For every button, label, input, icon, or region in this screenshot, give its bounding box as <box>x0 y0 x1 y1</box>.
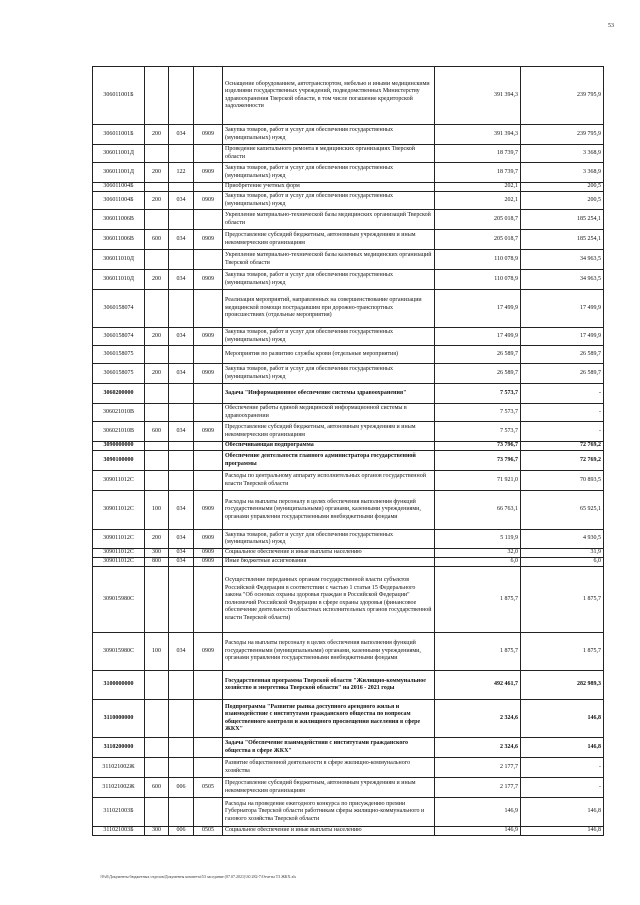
cell-code: 306011006В <box>93 210 145 230</box>
cell-rz <box>194 700 223 738</box>
cell-ved: 006 <box>169 778 194 798</box>
cell-code: 309015980С <box>93 633 145 671</box>
cell-rz <box>194 738 223 758</box>
cell-ved <box>169 67 194 125</box>
cell-value-2: 3 368,9 <box>521 163 604 183</box>
cell-value-1: 7 573,7 <box>435 404 521 422</box>
cell-value-2: 200,5 <box>521 183 604 192</box>
table-row <box>93 210 604 230</box>
cell-name: Расходы на выплаты персоналу в целях обеспечения выполнения функций государственными (муниципальными) органами, казенными учреждениями, органами управления государственными внебюджетными фондами <box>223 633 435 671</box>
cell-value-2: 70 893,5 <box>521 471 604 491</box>
cell-value-2: 17 499,9 <box>521 290 604 328</box>
cell-rz <box>194 290 223 328</box>
cell-code: 3100000000 <box>93 671 145 700</box>
cell-ved <box>169 404 194 422</box>
cell-vr <box>145 798 169 827</box>
cell-code: 3090100000 <box>93 451 145 471</box>
cell-ved <box>169 451 194 471</box>
cell-vr <box>145 442 169 451</box>
cell-code: 3060158075 <box>93 346 145 364</box>
cell-code: 306021010В <box>93 422 145 442</box>
cell-value-1: 73 796,7 <box>435 442 521 451</box>
table-row <box>93 290 604 328</box>
cell-name: Обеспечение работы единой медицинской информационной системы в здравоохранении <box>223 404 435 422</box>
cell-vr <box>145 451 169 471</box>
cell-value-1: 2 177,7 <box>435 758 521 778</box>
table-row <box>93 471 604 491</box>
cell-rz: 0909 <box>194 163 223 183</box>
table-row <box>93 442 604 451</box>
cell-name: Государственная программа Тверской области "Жилищно-коммунальное хозяйство и энергетика Тверской области" на 2016 - 2021 годы <box>223 671 435 700</box>
cell-vr <box>145 183 169 192</box>
cell-name: Предоставление субсидий бюджетным, автономным учреждениям и иным некоммерческим организациям <box>223 422 435 442</box>
cell-value-1: 26 589,7 <box>435 364 521 384</box>
cell-ved <box>169 738 194 758</box>
table-row <box>93 404 604 422</box>
cell-value-1: 6,0 <box>435 558 521 567</box>
table-row <box>93 163 604 183</box>
cell-ved <box>169 798 194 827</box>
cell-vr: 200 <box>145 328 169 346</box>
cell-code: 309011012С <box>93 549 145 558</box>
cell-value-1: 18 739,7 <box>435 163 521 183</box>
cell-value-2: 26 589,7 <box>521 346 604 364</box>
cell-rz <box>194 67 223 125</box>
cell-vr: 200 <box>145 270 169 290</box>
table-row <box>93 192 604 210</box>
table-row <box>93 328 604 346</box>
cell-value-2: 6,0 <box>521 558 604 567</box>
table-row <box>93 549 604 558</box>
table-row <box>93 230 604 250</box>
cell-value-2: 34 963,5 <box>521 270 604 290</box>
table-row <box>93 250 604 270</box>
table-row <box>93 270 604 290</box>
cell-name: Закупка товаров, работ и услуг для обеспечения государственных (муниципальных) нужд <box>223 530 435 549</box>
cell-vr: 200 <box>145 163 169 183</box>
cell-vr: 600 <box>145 422 169 442</box>
cell-rz: 0505 <box>194 778 223 798</box>
cell-value-2: 17 499,9 <box>521 328 604 346</box>
cell-name: Укрепление материально-технической базы казенных медицинских организаций Тверской области <box>223 250 435 270</box>
cell-value-2: 146,8 <box>521 738 604 758</box>
cell-rz <box>194 210 223 230</box>
cell-value-2: - <box>521 404 604 422</box>
cell-rz <box>194 798 223 827</box>
cell-vr <box>145 210 169 230</box>
cell-value-2: 72 769,2 <box>521 451 604 471</box>
cell-name: Расходы на проведение ежегодного конкурса по присуждению премии Губернатора Тверской области работникам сферы жилищно-коммунального и газового хозяйства Тверской области <box>223 798 435 827</box>
cell-code: 309011012С <box>93 491 145 530</box>
cell-value-2: 4 930,5 <box>521 530 604 549</box>
table-row <box>93 422 604 442</box>
cell-rz <box>194 758 223 778</box>
cell-value-1: 202,1 <box>435 183 521 192</box>
table-row <box>93 451 604 471</box>
cell-vr: 200 <box>145 192 169 210</box>
cell-vr <box>145 567 169 633</box>
cell-vr: 600 <box>145 778 169 798</box>
cell-vr: 300 <box>145 549 169 558</box>
cell-value-2: 239 795,9 <box>521 125 604 145</box>
cell-name: Расходы на выплаты персоналу в целях обеспечения выполнения функций государственными (муниципальными) органами, казенными учреждениями, органами управления государственными внебюджетными фондами <box>223 491 435 530</box>
cell-value-2: - <box>521 384 604 404</box>
table-row <box>93 567 604 633</box>
cell-ved <box>169 758 194 778</box>
cell-vr: 300 <box>145 827 169 836</box>
table-row <box>93 530 604 549</box>
table-row <box>93 633 604 671</box>
cell-value-1: 205 018,7 <box>435 230 521 250</box>
cell-value-1: 391 394,3 <box>435 67 521 125</box>
cell-ved: 034 <box>169 549 194 558</box>
cell-code: 311021003Б <box>93 827 145 836</box>
cell-value-2: - <box>521 758 604 778</box>
cell-code: 3090000000 <box>93 442 145 451</box>
cell-code: 309015980С <box>93 567 145 633</box>
cell-rz: 0909 <box>194 328 223 346</box>
cell-value-1: 2 324,6 <box>435 738 521 758</box>
cell-rz <box>194 404 223 422</box>
cell-value-1: 110 078,9 <box>435 250 521 270</box>
cell-value-2: 146,8 <box>521 827 604 836</box>
cell-code: 311021002Ж <box>93 778 145 798</box>
cell-ved <box>169 471 194 491</box>
footer-file-path: \\Fs0\Документы бюджетных отделов\Документы комитета\53 заседание (07.07.2021)\30 282-7\Отчеты Т3 ЖКХ.xls <box>100 874 297 879</box>
cell-name: Обеспечивающая подпрограмма <box>223 442 435 451</box>
cell-vr <box>145 346 169 364</box>
cell-value-1: 146,9 <box>435 798 521 827</box>
cell-value-2: 31,9 <box>521 549 604 558</box>
cell-value-1: 18 739,7 <box>435 145 521 163</box>
cell-name: Задача "Обеспечение взаимодействия с институтами гражданского общества в сфере ЖКХ" <box>223 738 435 758</box>
table-row <box>93 67 604 125</box>
cell-ved: 034 <box>169 422 194 442</box>
cell-code: 306011010Д <box>93 250 145 270</box>
cell-vr <box>145 758 169 778</box>
table-row <box>93 700 604 738</box>
cell-vr: 600 <box>145 230 169 250</box>
cell-ved: 034 <box>169 230 194 250</box>
cell-rz: 0909 <box>194 125 223 145</box>
cell-vr <box>145 700 169 738</box>
cell-ved <box>169 671 194 700</box>
cell-rz <box>194 145 223 163</box>
table-row <box>93 798 604 827</box>
cell-name: Закупка товаров, работ и услуг для обеспечения государственных (муниципальных) нужд <box>223 364 435 384</box>
cell-value-1: 1 875,7 <box>435 567 521 633</box>
cell-rz: 0505 <box>194 827 223 836</box>
cell-rz: 0909 <box>194 530 223 549</box>
cell-ved: 034 <box>169 270 194 290</box>
cell-ved: 122 <box>169 163 194 183</box>
cell-rz <box>194 471 223 491</box>
cell-code: 306011001Б <box>93 125 145 145</box>
cell-value-2: 34 963,5 <box>521 250 604 270</box>
cell-value-1: 146,9 <box>435 827 521 836</box>
cell-rz: 0909 <box>194 364 223 384</box>
cell-value-2: 185 254,1 <box>521 210 604 230</box>
table-row <box>93 558 604 567</box>
cell-vr <box>145 738 169 758</box>
cell-value-2: - <box>521 422 604 442</box>
table-row <box>93 671 604 700</box>
cell-value-2: 200,5 <box>521 192 604 210</box>
cell-code: 306011006В <box>93 230 145 250</box>
cell-value-2: 146,8 <box>521 700 604 738</box>
cell-ved <box>169 567 194 633</box>
cell-name: Расходы по центральному аппарату исполнительных органов государственной власти Тверской области <box>223 471 435 491</box>
cell-ved: 034 <box>169 192 194 210</box>
budget-table <box>92 66 604 836</box>
cell-code: 309011012С <box>93 530 145 549</box>
cell-rz <box>194 384 223 404</box>
cell-value-2: 3 368,9 <box>521 145 604 163</box>
table-row <box>93 145 604 163</box>
cell-vr <box>145 384 169 404</box>
cell-rz: 0909 <box>194 633 223 671</box>
cell-ved: 034 <box>169 633 194 671</box>
cell-code: 306011004Б <box>93 192 145 210</box>
cell-vr: 200 <box>145 125 169 145</box>
cell-code: 3110200000 <box>93 738 145 758</box>
cell-value-2: 239 795,9 <box>521 67 604 125</box>
cell-vr <box>145 404 169 422</box>
cell-name: Закупка товаров, работ и услуг для обеспечения государственных (муниципальных) нужд <box>223 125 435 145</box>
cell-value-1: 492 461,7 <box>435 671 521 700</box>
cell-name: Укрепление материально-технической базы медицинских организаций Тверской области <box>223 210 435 230</box>
cell-code: 306011001Д <box>93 145 145 163</box>
cell-ved <box>169 384 194 404</box>
cell-name: Развитие общественной деятельности в сфере жилищно-коммунального хозяйства <box>223 758 435 778</box>
cell-name: Оснащение оборудованием, автотранспортом, мебелью и иными медицинскими изделиями государственных учреждений, подведомственных Министерству здравоохранения Тверской области, в том числе погашение кредиторской задолженности <box>223 67 435 125</box>
cell-code: 3060200000 <box>93 384 145 404</box>
table-row <box>93 125 604 145</box>
cell-vr <box>145 471 169 491</box>
cell-vr <box>145 250 169 270</box>
cell-ved <box>169 250 194 270</box>
cell-vr: 200 <box>145 364 169 384</box>
cell-code: 306011004Б <box>93 183 145 192</box>
cell-name: Осуществление переданных органам государственной власти субъектов Российской Федерации в соответствии с частью 1 статьи 15 Федерального закона "Об основах охраны здоровья граждан в Российской Федерации" полномочий Российской Федерации в сфере охраны здоровья (финансовое обеспечение деятельности областных исполнительных органов государственной власти Тверской области) <box>223 567 435 633</box>
cell-value-1: 2 177,7 <box>435 778 521 798</box>
cell-name: Закупка товаров, работ и услуг для обеспечения государственных (муниципальных) нужд <box>223 270 435 290</box>
cell-value-2: 185 254,1 <box>521 230 604 250</box>
cell-value-1: 7 573,7 <box>435 422 521 442</box>
cell-code: 311021003Б <box>93 798 145 827</box>
cell-ved: 034 <box>169 558 194 567</box>
cell-value-1: 391 394,3 <box>435 125 521 145</box>
cell-rz: 0909 <box>194 270 223 290</box>
table-row <box>93 364 604 384</box>
table-row <box>93 758 604 778</box>
cell-rz: 0909 <box>194 549 223 558</box>
cell-vr: 100 <box>145 491 169 530</box>
cell-ved <box>169 442 194 451</box>
cell-code: 3110000000 <box>93 700 145 738</box>
cell-ved: 034 <box>169 491 194 530</box>
cell-value-1: 7 573,7 <box>435 384 521 404</box>
cell-value-1: 110 078,9 <box>435 270 521 290</box>
cell-code: 306011010Д <box>93 270 145 290</box>
cell-name: Проведение капитального ремонта в медицинских организациях Тверской области <box>223 145 435 163</box>
cell-rz <box>194 346 223 364</box>
cell-vr: 200 <box>145 530 169 549</box>
cell-code: 3060158075 <box>93 364 145 384</box>
cell-code: 3060158074 <box>93 290 145 328</box>
cell-name: Задача "Информационное обеспечение системы здравоохранения" <box>223 384 435 404</box>
cell-name: Приобретение учетных форм <box>223 183 435 192</box>
cell-rz: 0909 <box>194 422 223 442</box>
cell-ved <box>169 210 194 230</box>
cell-code: 306011001Д <box>93 163 145 183</box>
table-row <box>93 491 604 530</box>
cell-vr: 100 <box>145 633 169 671</box>
table-row <box>93 738 604 758</box>
cell-name: Социальное обеспечение и иные выплаты населению <box>223 827 435 836</box>
cell-ved: 034 <box>169 125 194 145</box>
cell-vr <box>145 145 169 163</box>
cell-name: Реализация мероприятий, направленных на совершенствование организации медицинской помощи пострадавшим при дорожно-транспортных происшествиях (отдельные мероприятия) <box>223 290 435 328</box>
cell-name: Мероприятия по развитию службы крови (отдельные мероприятия) <box>223 346 435 364</box>
cell-value-1: 205 018,7 <box>435 210 521 230</box>
cell-value-1: 71 921,0 <box>435 471 521 491</box>
cell-ved: 034 <box>169 328 194 346</box>
cell-name: Обеспечение деятельности главного администратора государственной программы <box>223 451 435 471</box>
table-row <box>93 827 604 836</box>
cell-rz: 0909 <box>194 558 223 567</box>
table-row <box>93 346 604 364</box>
cell-name: Социальное обеспечение и иные выплаты населению <box>223 549 435 558</box>
cell-rz: 0909 <box>194 491 223 530</box>
budget-table-body <box>93 67 604 836</box>
cell-rz: 0909 <box>194 230 223 250</box>
cell-code: 309011012С <box>93 558 145 567</box>
cell-rz <box>194 183 223 192</box>
cell-ved <box>169 700 194 738</box>
cell-value-1: 66 763,1 <box>435 491 521 530</box>
cell-value-1: 17 499,9 <box>435 328 521 346</box>
cell-name: Предоставление субсидий бюджетным, автономным учреждениям и иным некоммерческим организациям <box>223 778 435 798</box>
table-row <box>93 183 604 192</box>
page-number: 53 <box>608 23 614 29</box>
cell-value-2: 1 875,7 <box>521 567 604 633</box>
cell-vr: 800 <box>145 558 169 567</box>
cell-code: 306021010В <box>93 404 145 422</box>
cell-rz <box>194 442 223 451</box>
cell-vr <box>145 671 169 700</box>
cell-name: Предоставление субсидий бюджетным, автономным учреждениям и иным некоммерческим организациям <box>223 230 435 250</box>
cell-name: Закупка товаров, работ и услуг для обеспечения государственных (муниципальных) нужд <box>223 328 435 346</box>
cell-name: Закупка товаров, работ и услуг для обеспечения государственных (муниципальных) нужд <box>223 192 435 210</box>
cell-code: 311021002Ж <box>93 758 145 778</box>
cell-value-1: 17 499,9 <box>435 290 521 328</box>
cell-value-2: 282 989,3 <box>521 671 604 700</box>
cell-rz: 0909 <box>194 192 223 210</box>
cell-value-1: 73 796,7 <box>435 451 521 471</box>
cell-rz <box>194 671 223 700</box>
cell-ved: 034 <box>169 530 194 549</box>
cell-name: Иные бюджетные ассигнования <box>223 558 435 567</box>
cell-value-1: 202,1 <box>435 192 521 210</box>
cell-rz <box>194 250 223 270</box>
cell-code: 306011001Б <box>93 67 145 125</box>
cell-value-1: 32,0 <box>435 549 521 558</box>
cell-vr <box>145 67 169 125</box>
cell-value-1: 2 324,6 <box>435 700 521 738</box>
cell-name: Подпрограмма "Развитие рынка доступного арендного жилья и взаимодействие с институтами гражданского общества по вопросам общественного контроля и жилищного просвещения населения в сфере ЖКХ" <box>223 700 435 738</box>
cell-value-1: 5 119,9 <box>435 530 521 549</box>
cell-value-2: 26 589,7 <box>521 364 604 384</box>
cell-value-2: 146,8 <box>521 798 604 827</box>
cell-code: 309011012С <box>93 471 145 491</box>
cell-ved <box>169 183 194 192</box>
cell-ved <box>169 346 194 364</box>
cell-name: Закупка товаров, работ и услуг для обеспечения государственных (муниципальных) нужд <box>223 163 435 183</box>
cell-ved: 006 <box>169 827 194 836</box>
cell-value-1: 1 875,7 <box>435 633 521 671</box>
cell-vr <box>145 290 169 328</box>
cell-ved <box>169 290 194 328</box>
cell-code: 3060158074 <box>93 328 145 346</box>
cell-ved <box>169 145 194 163</box>
cell-value-1: 26 589,7 <box>435 346 521 364</box>
table-row <box>93 384 604 404</box>
cell-value-2: 65 925,1 <box>521 491 604 530</box>
cell-rz <box>194 451 223 471</box>
cell-value-2: 72 769,2 <box>521 442 604 451</box>
cell-rz <box>194 567 223 633</box>
table-row <box>93 778 604 798</box>
cell-value-2: - <box>521 778 604 798</box>
cell-value-2: 1 875,7 <box>521 633 604 671</box>
cell-ved: 034 <box>169 364 194 384</box>
